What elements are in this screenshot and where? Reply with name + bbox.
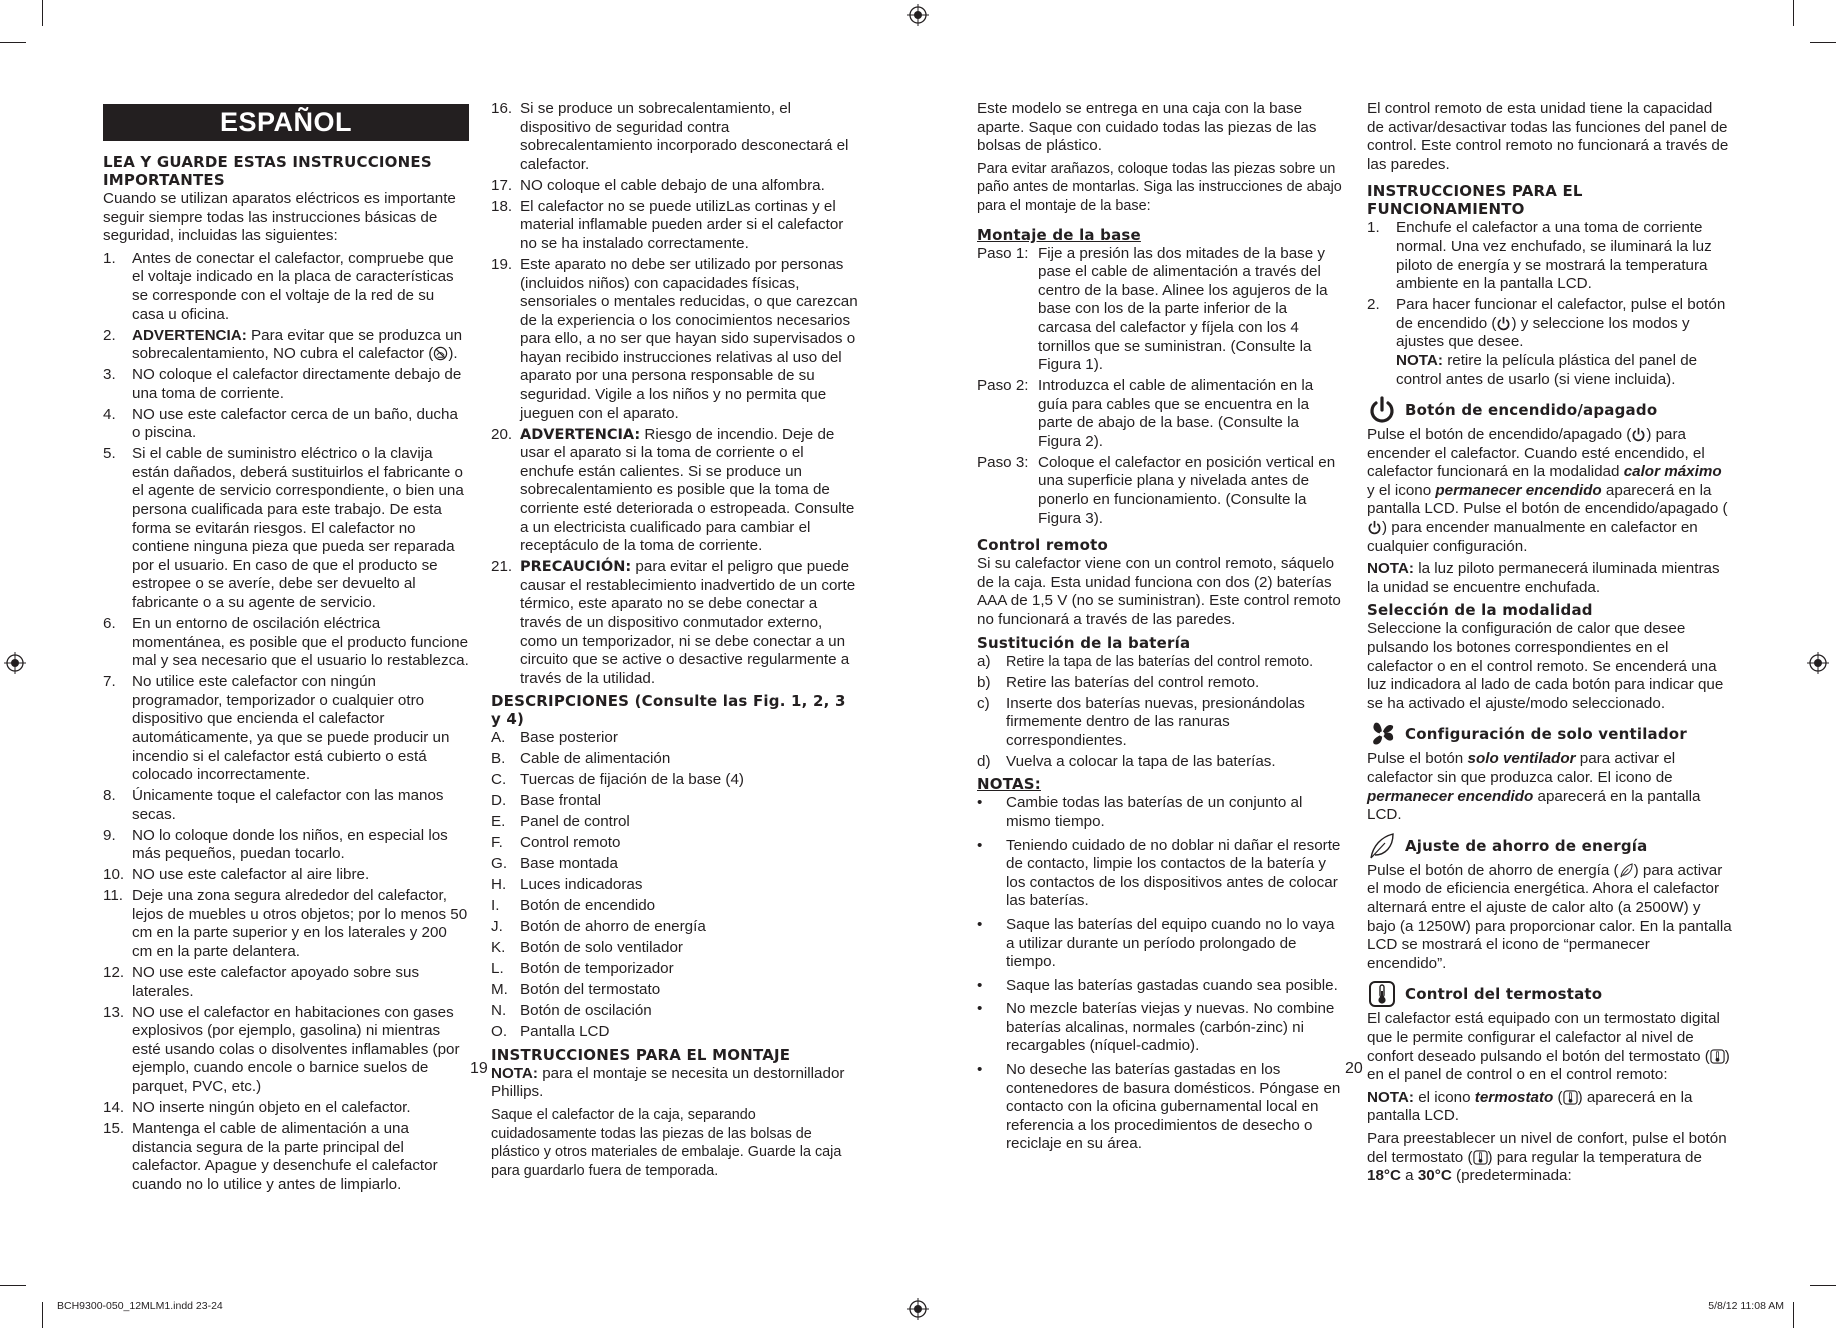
- column-4: [1367, 100, 1733, 1190]
- thermostat-note: NOTA: el icono termostato ( ) aparecerá en la pantalla LCD.: [1367, 1088, 1693, 1125]
- list-item: J. Botón de ahorro de energía: [491, 918, 706, 936]
- list-item: 6. En un entorno de oscilación eléctrica momentánea, es posible que el producto funcione mal y sea necesario que el usuario lo restablezca.: [103, 615, 469, 670]
- eco-section-header: [1367, 831, 1733, 861]
- crop-mark: [1793, 1302, 1794, 1328]
- list-item: 14. NO inserte ningún objeto en el calefactor.: [103, 1098, 411, 1116]
- list-item: a) Retire la tapa de las baterías del control remoto.: [977, 652, 1314, 670]
- thermostat-heading: Control del termostato: [1405, 985, 1603, 1004]
- fan-icon: [1367, 719, 1397, 749]
- assembly-intro: Este modelo se entrega en una caja con la base aparte. Saque con cuidado todas las piezas de las bolsas de plástico.: [977, 100, 1317, 155]
- power-icon: [1367, 520, 1382, 535]
- list-item: C. Tuercas de fijación de la base (4): [491, 771, 744, 789]
- thermometer-icon: [1367, 979, 1397, 1009]
- remote-text-2: El control remoto de esta unidad tiene la capacidad de activar/desactivar todas las funciones del panel de control. Este control remoto no funcionará a través de las paredes.: [1367, 100, 1729, 173]
- column-2: [491, 100, 858, 1184]
- thermometer-icon: [1710, 1049, 1725, 1064]
- list-item: 2. ADVERTENCIA: Para evitar que se produzca un sobrecalentamiento, NO cubra el calefactor ( ).: [103, 326, 463, 363]
- eco-text: Pulse el botón de ahorro de energía ( ) para activar el modo de eficiencia energética. Ahora el calefactor alternará entre el ajuste de calor alto (a 2500W) y bajo (a 1250W) para proporcionar calor. En la pantalla LCD se mostrará el icono de “permanecer encendido”.: [1367, 861, 1732, 972]
- list-item: F. Control remoto: [491, 834, 621, 852]
- registration-mark-icon: [907, 1298, 929, 1320]
- list-item: 16. Si se produce un sobrecalentamiento, el dispositivo de seguridad contra sobrecalentamiento incorporado desconectará el calefactor.: [491, 100, 849, 173]
- list-item: 4. NO use este calefactor cerca de un baño, ducha o piscina.: [103, 405, 458, 442]
- mode-heading: Selección de la modalidad: [1367, 601, 1593, 620]
- list-item: K. Botón de solo ventilador: [491, 939, 683, 957]
- list-item: Paso 3: Coloque el calefactor en posición vertical en una superficie plana y nivelada antes de ponerlo en funcionamiento. (Consulte la Figura 3).: [977, 453, 1336, 527]
- fan-heading: Configuración de solo ventilador: [1405, 725, 1687, 744]
- thermostat-text: El calefactor está equipado con un termostato digital que le permite configurar el calefactor al nivel de confort deseado pulsando el botón del termostato ( ) en el panel de control o en el control remoto:: [1367, 1010, 1730, 1084]
- list-item: H. Luces indicadoras: [491, 876, 643, 894]
- crop-mark: [0, 1285, 26, 1286]
- descriptions-heading: DESCRIPCIONES (Consulte las Fig. 1, 2, 3 y 4): [491, 692, 846, 729]
- list-item: M. Botón del termostato: [491, 981, 661, 999]
- crop-mark: [1793, 0, 1794, 26]
- list-item: A. Base posterior: [491, 729, 618, 747]
- registration-mark-icon: [1807, 652, 1829, 674]
- thermostat-section-header: [1367, 979, 1733, 1009]
- list-item: 18. El calefactor no se puede utilizLas cortinas y el material inflamable pueden arder si el calefactor no se ha instalado correctamente.: [491, 197, 844, 252]
- power-icon: [1496, 316, 1511, 331]
- power-icon: [1367, 395, 1397, 425]
- list-item: c) Inserte dos baterías nuevas, presionándolas firmemente dentro de las ranuras correspondientes.: [977, 694, 1305, 749]
- list-item: Paso 1: Fije a presión las dos mitades de la base y pase el cable de alimentación a través del centro de la base. Alinee los agujeros de la base con los de la parte inferior de la carcasa del calefactor y fíjela con los 4 tornillos que se suministran. (Consulte la Figura 1).: [977, 244, 1328, 374]
- registration-mark-icon: [907, 4, 929, 26]
- assembly-intro-2: Para evitar arañazos, coloque todas las piezas sobre un paño antes de montarlas. Siga las instrucciones de abajo para el montaje de la base:: [977, 160, 1342, 214]
- list-item: 10. NO use este calefactor al aire libre.: [103, 866, 370, 884]
- thermostat-preset: Para preestablecer un nivel de confort, pulse el botón del termostato ( ) para regular la temperatura de 18°C a 30°C (predeterminada:: [1367, 1129, 1727, 1185]
- safety-heading: LEA Y GUARDE ESTAS INSTRUCCIONES IMPORTANTES: [103, 153, 432, 189]
- power-icon: [1631, 427, 1646, 442]
- assembly-note: NOTA: para el montaje se necesita un destornillador Phillips.: [491, 1064, 845, 1101]
- list-item: • Cambie todas las baterías de un conjunto al mismo tiempo.: [977, 794, 1303, 830]
- safety-list: [103, 250, 469, 1195]
- list-item: • Saque las baterías gastadas cuando sea posible.: [977, 976, 1338, 994]
- list-item: I. Botón de encendido: [491, 897, 656, 915]
- safety-list-continued: [491, 100, 858, 688]
- column-1: [103, 100, 469, 1197]
- list-item: B. Cable de alimentación: [491, 750, 671, 768]
- battery-steps: [977, 653, 1343, 772]
- crop-mark: [1810, 1285, 1836, 1286]
- assembly-text: Saque el calefactor de la caja, separando cuidadosamente todas las piezas de las bolsas de plástico y otros materiales de embalaje. Guarde la caja para guardarlo fuera de temporada.: [491, 1106, 842, 1179]
- list-item: 20. ADVERTENCIA: Riesgo de incendio. Deje de usar el aparato si la toma de corriente o el enchufe están calientes. Si se produce un sobrecalentamiento es posible que la toma de corriente esté deteriorada o estropeada. Consulte a un electricista cualificado para cambiar el receptáculo de la toma de corriente.: [491, 425, 855, 555]
- list-item: • No deseche las baterías gastadas en los contenedores de basura domésticos. Póngase en contacto con la oficina gubernamental local en referencia a los procedimientos de desecho o reciclaje en su área.: [977, 1061, 1341, 1153]
- list-item: 12. NO use este calefactor apoyado sobre sus laterales.: [103, 964, 420, 1000]
- remote-heading: Control remoto: [977, 536, 1109, 555]
- list-item: 5. Si el cable de suministro eléctrico o la clavija están dañados, deberá sustituirlos el fabricante o el agente de servicio correspondiente, o bien una persona cualificada para este trabajo. De esta forma se evitarán riesgos. El calefactor no contiene ninguna pieza que pueda ser reparada por el usuario. En caso de que el producto se estropee o se averíe, debe ser devuelto al fabricante o a su agente de servicio.: [103, 445, 464, 612]
- list-item: E. Panel de control: [491, 813, 630, 831]
- notes-heading: NOTAS:: [977, 775, 1041, 794]
- list-item: D. Base frontal: [491, 792, 602, 810]
- list-item: 13. NO use el calefactor en habitaciones con gases explosivos (por ejemplo, gasolina) ni mientras esté usando colas o disolventes inflamables (por ejemplo, cuando encole o barnice suelos de parquet, PVC, etc.): [103, 1003, 460, 1095]
- operation-steps: [1367, 219, 1733, 389]
- list-item: 7. No utilice este calefactor con ningún programador, temporizador o cualquier otro dispositivo que encienda el calefactor automáticamente, ya que se puede producir un incendio si el calefactor está cubierto o está colocado incorrectamente.: [103, 673, 450, 784]
- mode-text: Seleccione la configuración de calor que desee pulsando los botones correspondientes en el calefactor o en el control remoto. Se encenderá una luz indicadora al lado de cada botón para indicar que se ha activado el ajuste/modo seleccionado.: [1367, 620, 1724, 712]
- list-item: Paso 2: Introduzca el cable de alimentación en la guía para cables que se encuentra en la parte de abajo de la base. (Consulte la Figura 2).: [977, 377, 1314, 450]
- registration-mark-icon: [4, 652, 26, 674]
- column-3: [977, 100, 1343, 1159]
- crop-mark: [1810, 42, 1836, 43]
- crop-mark: [42, 1302, 43, 1328]
- footer-timestamp: 5/8/12 11:08 AM: [1708, 1300, 1784, 1312]
- base-assembly-heading: Montaje de la base: [977, 225, 1141, 244]
- power-note: NOTA: la luz piloto permanecerá iluminada mientras la unidad se encuentre enchufada.: [1367, 560, 1720, 596]
- operation-heading: INSTRUCCIONES PARA EL FUNCIONAMIENTO: [1367, 182, 1583, 219]
- list-item: 19. Este aparato no debe ser utilizado por personas (incluidos niños) con capacidades físicas, sensoriales o mentales reducidas, o que carezcan de la experiencia o los conocimientos necesarios para ello, a no ser que hayan sido supervisados o hayan recibido instrucciones relativas al uso del aparato por una persona responsable de su seguridad. Vigile a los niños y no permita que jueguen con el aparato.: [491, 255, 858, 422]
- fan-section-header: [1367, 719, 1733, 749]
- footer-filename: BCH9300-050_12MLM1.indd 23-24: [57, 1300, 223, 1312]
- safety-intro: Cuando se utilizan aparatos eléctricos es importante seguir siempre todas las instrucciones básicas de seguridad, incluidas las siguientes:: [103, 190, 456, 245]
- list-item: 11. Deje una zona segura alrededor del calefactor, lejos de muebles u otros objetos; por lo menos 50 cm en la parte superior y en los laterales y 200 cm en la parte delantera.: [103, 887, 468, 961]
- remote-text: Si su calefactor viene con un control remoto, sáquelo de la caja. Esta unidad funciona con dos (2) baterías AAA de 1,5 V (no se suministran). Este control remoto no funcionará a través de las paredes.: [977, 555, 1341, 629]
- eco-heading: Ajuste de ahorro de energía: [1405, 836, 1648, 855]
- list-item: 3. NO coloque el calefactor directamente debajo de una toma de corriente.: [103, 366, 462, 402]
- fan-text: Pulse el botón solo ventilador para activar el calefactor sin que produzca calor. El icono de permanecer encendido aparecerá en la pantalla LCD.: [1367, 750, 1701, 824]
- do-not-cover-icon: [433, 346, 448, 361]
- page-number: 20: [1345, 1060, 1363, 1077]
- crop-mark: [42, 0, 43, 26]
- parts-list: [491, 729, 858, 1041]
- list-item: 9. NO lo coloque donde los niños, en especial los más pequeños, puedan tocarlo.: [103, 826, 448, 863]
- crop-mark: [0, 42, 26, 43]
- thermometer-icon: [1473, 1150, 1488, 1165]
- list-item: G. Base montada: [491, 855, 618, 873]
- thermometer-icon: [1563, 1090, 1578, 1105]
- list-item: 17. NO coloque el cable debajo de una alfombra.: [491, 176, 825, 194]
- list-item: 1. Enchufe el calefactor a una toma de corriente normal. Una vez enchufado, se iluminará la luz piloto de energía y se mostrará la temperatura ambiente en la pantalla LCD.: [1367, 219, 1712, 293]
- assembly-steps: [977, 245, 1343, 529]
- list-item: 21. PRECAUCIÓN: para evitar el peligro que puede causar el restablecimiento inadvertido de un corte térmico, este aparato no se debe conectar a través de un dispositivo conmutador externo, como un temporizador, ni se debe conectar a un circuito que se active o desactive regularmente a través de la utilidad.: [491, 558, 856, 687]
- leaf-icon: [1619, 863, 1634, 878]
- list-item: • Saque las baterías del equipo cuando no lo vaya a utilizar durante un período prolongado de tiempo.: [977, 915, 1335, 971]
- list-item: 15. Mantenga el cable de alimentación a una distancia segura de la parte principal del calefactor. Apague y desenchufe el calefactor cuando no lo utilice y antes de limpiarlo.: [103, 1119, 438, 1193]
- battery-heading: Sustitución de la batería: [977, 633, 1191, 652]
- list-item: • Teniendo cuidado de no doblar ni dañar el resorte de contacto, limpie los contactos de la batería y los contactos de los dispositivos antes de colocar las baterías.: [977, 836, 1341, 910]
- list-item: 2. Para hacer funcionar el calefactor, pulse el botón de encendido ( ) y seleccione los modos y ajustes que desee. NOTA: retire la película plástica del panel de control antes de usarlo (si viene incluida).: [1367, 296, 1726, 388]
- list-item: L. Botón de temporizador: [491, 960, 674, 978]
- language-banner: ESPAÑOL: [103, 104, 469, 141]
- list-item: • No mezcle baterías viejas y nuevas. No combine baterías alcalinas, normales (carbón-zinc) ni recargables (níquel-cadmio).: [977, 1000, 1335, 1055]
- power-section-header: [1367, 395, 1733, 425]
- list-item: d) Vuelva a colocar la tapa de las baterías.: [977, 752, 1276, 770]
- power-heading: Botón de encendido/apagado: [1405, 401, 1658, 420]
- leaf-icon: [1367, 831, 1397, 861]
- power-text: Pulse el botón de encendido/apagado ( ) para encender el calefactor. Cuando esté encendido, el calefactor funcionará en la modalidad calor máximo y el icono permanecer encendido aparecerá en la pantalla LCD. Pulse el botón de encendido/apagado () para encender manualmente en calefactor en cualquier configuración.: [1367, 426, 1728, 555]
- list-item: 1. Antes de conectar el calefactor, compruebe que el voltaje indicado en la placa de características se corresponde con el voltaje de la red de su casa u oficina.: [103, 249, 454, 323]
- list-item: b) Retire las baterías del control remoto.: [977, 673, 1260, 691]
- notes-list: [977, 794, 1343, 1154]
- list-item: N. Botón de oscilación: [491, 1002, 652, 1020]
- assembly-heading: INSTRUCCIONES PARA EL MONTAJE: [491, 1045, 791, 1064]
- list-item: O. Pantalla LCD: [491, 1023, 610, 1041]
- list-item: 8. Únicamente toque el calefactor con las manos secas.: [103, 787, 444, 823]
- page-number: 19: [470, 1060, 488, 1077]
